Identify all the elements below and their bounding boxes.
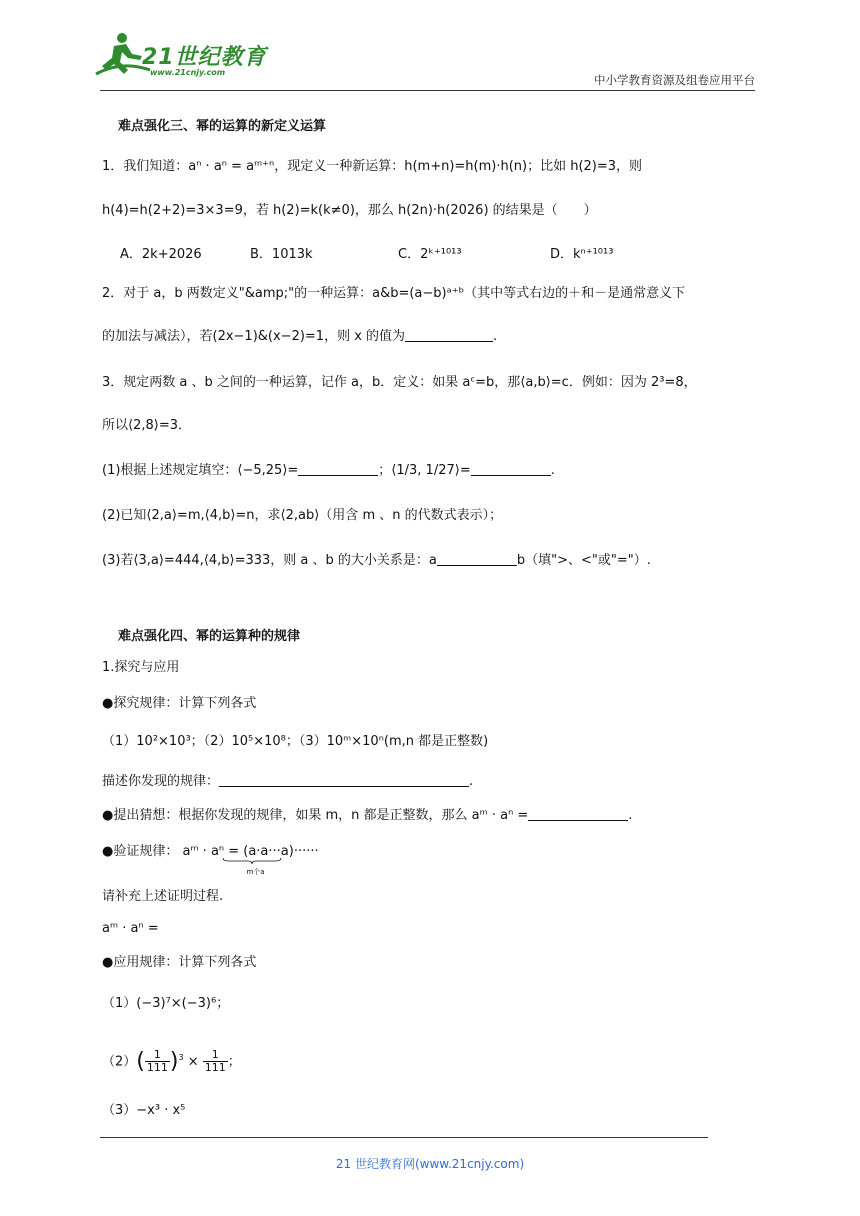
answer-blank[interactable] <box>219 772 469 787</box>
q1-option-c: C．2ᵏ⁺¹⁰¹³ <box>398 247 462 262</box>
apply-rule: ●应用规律：计算下列各式 <box>102 955 257 970</box>
footer-divider <box>100 1137 708 1138</box>
guess-wrap: ●提出猜想：根据你发现的规律，如果 m，n 都是正整数，那么 aᵐ · aⁿ = . <box>102 808 633 823</box>
q3-part1-b: ；⟨1/3, 1/27⟩= <box>378 463 471 478</box>
answer-blank[interactable] <box>405 327 493 342</box>
answer-blank[interactable] <box>298 461 378 476</box>
q3-part1: (1)根据上述规定填空：⟨−5,25⟩= ；⟨1/3, 1/27⟩= . <box>102 463 555 478</box>
q3-part3-a: (3)若⟨3,a⟩=444,⟨4,b⟩=333，则 a 、b 的大小关系是：a <box>102 553 437 568</box>
q1-option-a: A．2k+2026 <box>120 247 202 262</box>
underbrace-label: m个a <box>246 868 265 876</box>
logo <box>92 30 352 88</box>
proof-start: aᵐ · aⁿ = <box>102 921 159 936</box>
q2-line2-wrap: 的加法与减法），若(2x−1)&(x−2)=1，则 x 的值为 . <box>102 329 498 344</box>
apply-item-3: （3）−x³ · x⁵ <box>102 1103 186 1118</box>
section3-title: 难点强化三、幂的运算的新定义运算 <box>118 119 327 134</box>
complete-proof: 请补充上述证明过程. <box>102 889 224 904</box>
verify-wrap <box>102 842 319 876</box>
q3-part3 <box>102 551 651 571</box>
verify-label: ●验证规律： <box>102 844 179 859</box>
verify-formula-text: aᵐ · aⁿ = (a·a···a)······ <box>182 844 319 859</box>
q1-option-d: D．kⁿ⁺¹⁰¹³ <box>550 247 614 262</box>
fraction: $\frac{1}{111}$ <box>204 1048 226 1075</box>
apply-item-1: （1）(−3)⁷×(−3)⁶； <box>102 996 230 1011</box>
exponent: 3 <box>178 1053 184 1062</box>
explore-items: （1）10²×10³；（2）10⁵×10⁸；（3）10ᵐ×10ⁿ(m,n 都是正整数) <box>102 734 489 749</box>
answer-blank[interactable] <box>437 551 517 566</box>
guess-rule: ●提出猜想：根据你发现的规律，如果 m，n 都是正整数，那么 aᵐ · aⁿ = <box>102 808 529 823</box>
logo-url: www.21cnjy.com <box>150 68 226 77</box>
answer-blank[interactable] <box>471 461 551 476</box>
q1-line1: 1．我们知道：aⁿ · aⁿ = aᵐ⁺ⁿ，现定义一种新运算：h(m+n)=h(m)·h(n)；比如 h(2)=3，则 <box>102 159 643 174</box>
describe-rule: 描述你发现的规律： <box>102 774 220 789</box>
footer-link[interactable]: 21 世纪教育网(www.21cnjy.com) <box>335 1157 525 1171</box>
apply-2-suffix: ； <box>227 1054 241 1070</box>
q3-part1-a: (1)根据上述规定填空：⟨−5,25⟩= <box>102 463 299 478</box>
answer-blank[interactable] <box>528 806 628 821</box>
q2-line1: 2．对于 a，b 两数定义"&amp;"的一种运算：a&b=(a−b)ᵃ⁺ᵇ（其中等式右边的＋和－是通常意义下 <box>102 286 686 301</box>
fraction: $\frac{1}{111}$ <box>146 1048 168 1075</box>
platform-name: 中小学教育资源及组卷应用平台 <box>594 73 755 87</box>
apply-item-2: （2）( $\frac{1}{111}$ )$^3$ × $\frac{1}{111}$ ； <box>102 1048 241 1075</box>
q3-line1: 3．规定两数 a 、b 之间的一种运算，记作 a，b．定义：如果 aᶜ=b，那⟨a,b⟩=c．例如：因为 2³=8， <box>102 375 697 390</box>
q3-part3-b: b（填">、<"或"="）. <box>516 553 651 568</box>
section4-title: 难点强化四、幂的运算种的规律 <box>118 629 301 644</box>
apply-2-prefix: （2） <box>102 1054 137 1070</box>
s4-q1-title: 1.探究与应用 <box>102 660 180 675</box>
describe-wrap: 描述你发现的规律： . <box>102 774 474 789</box>
q1-option-b: B．1013k <box>250 247 313 262</box>
explore-rule: ●探究规律：计算下列各式 <box>102 696 257 711</box>
logo-text: 21世纪教育 <box>142 45 267 70</box>
q3-line2: 所以⟨2,8⟩=3． <box>102 418 191 433</box>
page-header <box>100 28 755 91</box>
q1-line2: h(4)=h(2+2)=3×3=9，若 h(2)=k(k≠0)，那么 h(2n)·h(2026) 的结果是（ ） <box>102 203 597 218</box>
verify-formula <box>182 842 319 876</box>
q2-line2: 的加法与减法），若(2x−1)&(x−2)=1，则 x 的值为 <box>102 329 406 344</box>
q3-part2: (2)已知⟨2,a⟩=m,⟨4,b⟩=n，求⟨2,ab⟩（用含 m 、n 的代数式表示）； <box>102 508 503 523</box>
